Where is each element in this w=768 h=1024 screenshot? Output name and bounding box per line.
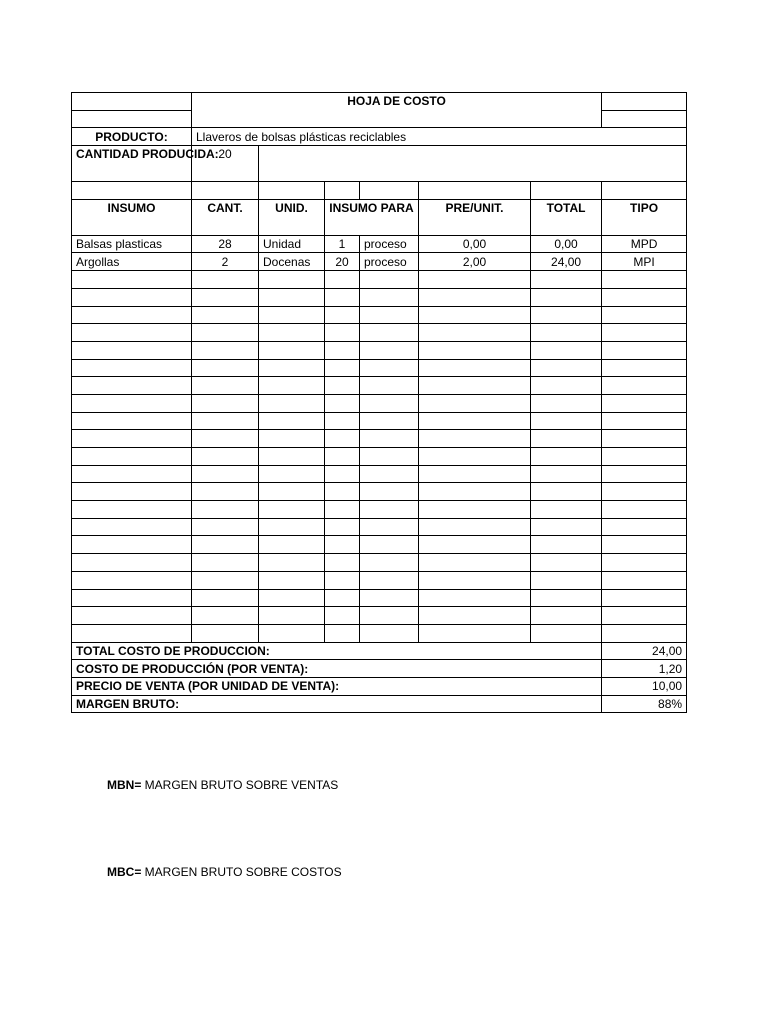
empty-row [72, 394, 687, 412]
empty-cell [531, 518, 602, 536]
empty-cell [602, 589, 687, 607]
empty-cell [602, 377, 687, 395]
empty-row [72, 589, 687, 607]
empty-cell [602, 324, 687, 342]
empty-row [72, 341, 687, 359]
empty-cell [72, 412, 192, 430]
item-cant: 2 [192, 253, 259, 271]
empty-cell [259, 571, 325, 589]
summary-label: COSTO DE PRODUCCIÓN (POR VENTA): [72, 660, 602, 678]
empty-row [72, 271, 687, 289]
empty-cell [531, 324, 602, 342]
empty-cell [531, 448, 602, 466]
empty-cell [259, 271, 325, 289]
spacer-cell [192, 182, 259, 200]
empty-cell [259, 377, 325, 395]
empty-cell [259, 607, 325, 625]
empty-cell [602, 501, 687, 519]
item-total: 0,00 [531, 235, 602, 253]
empty-cell [192, 324, 259, 342]
empty-cell [325, 589, 360, 607]
item-insumo: Balsas plasticas [72, 235, 192, 253]
item-total: 24,00 [531, 253, 602, 271]
empty-cell [531, 288, 602, 306]
empty-cell [259, 624, 325, 642]
summary-value: 24,00 [602, 642, 687, 660]
empty-cell [72, 607, 192, 625]
empty-cell [192, 271, 259, 289]
empty-cell [72, 589, 192, 607]
empty-cell [360, 554, 419, 572]
empty-cell [419, 518, 531, 536]
summary-row [72, 677, 687, 695]
item-unid: Unidad [259, 235, 325, 253]
empty-row [72, 306, 687, 324]
summary-row [72, 642, 687, 660]
empty-row [72, 412, 687, 430]
empty-cell [419, 607, 531, 625]
empty-cell [531, 624, 602, 642]
empty-cell [531, 501, 602, 519]
item-tipo: MPI [602, 253, 687, 271]
note-mbc-text: MARGEN BRUTO SOBRE COSTOS [141, 865, 342, 879]
empty-cell [192, 448, 259, 466]
header-cant: CANT. [192, 199, 259, 235]
empty-cell [531, 341, 602, 359]
empty-cell [531, 554, 602, 572]
empty-cell [192, 430, 259, 448]
empty-cell [360, 341, 419, 359]
empty-cell [602, 518, 687, 536]
empty-cell [360, 288, 419, 306]
empty-cell [72, 536, 192, 554]
item-unid: Docenas [259, 253, 325, 271]
empty-cell [192, 607, 259, 625]
empty-row [72, 501, 687, 519]
item-cant: 28 [192, 235, 259, 253]
table-row [72, 235, 687, 253]
empty-cell [360, 624, 419, 642]
empty-cell [531, 589, 602, 607]
empty-cell [192, 394, 259, 412]
empty-cell [192, 377, 259, 395]
empty-cell [72, 271, 192, 289]
note-mbn-abbr: MBN= [107, 778, 142, 792]
header-tipo: TIPO [602, 199, 687, 235]
empty-cell [360, 448, 419, 466]
empty-cell [325, 394, 360, 412]
empty-cell [531, 377, 602, 395]
empty-cell [360, 501, 419, 519]
empty-row [72, 430, 687, 448]
summary-label: PRECIO DE VENTA (POR UNIDAD DE VENTA): [72, 677, 602, 695]
header-unid: UNID. [259, 199, 325, 235]
empty-cell [602, 483, 687, 501]
empty-cell [419, 288, 531, 306]
empty-cell [419, 377, 531, 395]
empty-cell [325, 430, 360, 448]
empty-row [72, 536, 687, 554]
empty-cell [531, 607, 602, 625]
empty-cell [360, 483, 419, 501]
empty-cell [72, 306, 192, 324]
empty-cell [360, 571, 419, 589]
empty-cell [72, 554, 192, 572]
empty-cell [325, 271, 360, 289]
empty-cell [192, 536, 259, 554]
empty-cell [325, 518, 360, 536]
empty-cell [419, 571, 531, 589]
empty-cell [192, 465, 259, 483]
header-insumo: INSUMO [72, 199, 192, 235]
summary-row [72, 695, 687, 713]
header-insumo-para: INSUMO PARA [325, 199, 419, 235]
spacer-cell [325, 182, 360, 200]
empty-row [72, 377, 687, 395]
empty-cell [325, 465, 360, 483]
empty-cell [360, 607, 419, 625]
empty-cell [531, 306, 602, 324]
summary-value: 88% [602, 695, 687, 713]
empty-cell [192, 306, 259, 324]
item-para-n: 1 [325, 235, 360, 253]
empty-cell [531, 271, 602, 289]
empty-cell [192, 288, 259, 306]
spacer-cell [72, 182, 192, 200]
empty-cell [72, 377, 192, 395]
empty-cell [259, 589, 325, 607]
summary-value: 10,00 [602, 677, 687, 695]
empty-cell [360, 412, 419, 430]
empty-cell [419, 624, 531, 642]
empty-cell [419, 359, 531, 377]
summary-label: MARGEN BRUTO: [72, 695, 602, 713]
empty-cell [419, 306, 531, 324]
header-pre-unit: PRE/UNIT. [419, 199, 531, 235]
empty-cell [419, 430, 531, 448]
item-tipo: MPD [602, 235, 687, 253]
spacer-cell [531, 182, 602, 200]
empty-cell [325, 554, 360, 572]
summary-value: 1,20 [602, 660, 687, 678]
empty-cell [360, 536, 419, 554]
empty-cell [360, 589, 419, 607]
item-para-n: 20 [325, 253, 360, 271]
empty-cell [531, 465, 602, 483]
empty-cell [72, 394, 192, 412]
header-total: TOTAL [531, 199, 602, 235]
item-insumo: Argollas [72, 253, 192, 271]
empty-cell [419, 271, 531, 289]
item-para-t: proceso [360, 235, 419, 253]
empty-cell [602, 624, 687, 642]
empty-cell [72, 448, 192, 466]
sheet-title: HOJA DE COSTO [192, 93, 602, 128]
empty-cell [325, 306, 360, 324]
empty-cell [259, 518, 325, 536]
empty-cell [192, 624, 259, 642]
empty-cell [325, 624, 360, 642]
empty-cell [259, 448, 325, 466]
empty-row [72, 465, 687, 483]
summary-label: TOTAL COSTO DE PRODUCCION: [72, 642, 602, 660]
empty-cell [325, 412, 360, 430]
item-para-t: proceso [360, 253, 419, 271]
empty-cell [602, 536, 687, 554]
empty-cell [602, 554, 687, 572]
item-pre-unit: 0,00 [419, 235, 531, 253]
empty-cell [531, 412, 602, 430]
empty-cell [259, 465, 325, 483]
empty-row [72, 448, 687, 466]
empty-cell [602, 607, 687, 625]
table-row [72, 253, 687, 271]
producto-value: Llaveros de bolsas plásticas reciclables [192, 128, 687, 146]
empty-cell [259, 483, 325, 501]
corner-cell [602, 93, 687, 111]
item-pre-unit: 2,00 [419, 253, 531, 271]
empty-cell [531, 483, 602, 501]
empty-cell [602, 465, 687, 483]
empty-cell [259, 412, 325, 430]
empty-row [72, 288, 687, 306]
empty-cell [325, 377, 360, 395]
empty-cell [602, 271, 687, 289]
empty-cell [360, 377, 419, 395]
empty-cell [72, 430, 192, 448]
empty-cell [419, 501, 531, 519]
empty-cell [72, 624, 192, 642]
empty-cell [325, 536, 360, 554]
empty-cell [360, 306, 419, 324]
spacer-cell [360, 182, 419, 200]
empty-cell [72, 341, 192, 359]
empty-cell [360, 394, 419, 412]
empty-cell [192, 554, 259, 572]
empty-cell [419, 448, 531, 466]
empty-cell [325, 607, 360, 625]
cantidad-label: CANTIDAD PRODUCIDA: [72, 146, 192, 182]
empty-cell [72, 324, 192, 342]
corner-cell [72, 93, 192, 111]
empty-cell [602, 412, 687, 430]
empty-cell [72, 288, 192, 306]
empty-cell [72, 571, 192, 589]
empty-cell [360, 271, 419, 289]
empty-cell [360, 465, 419, 483]
empty-cell [325, 324, 360, 342]
empty-cell [259, 430, 325, 448]
empty-row [72, 324, 687, 342]
note-mbc-abbr: MBC= [107, 865, 142, 879]
empty-row [72, 518, 687, 536]
empty-cell [192, 501, 259, 519]
empty-cell [419, 341, 531, 359]
corner-cell [602, 110, 687, 128]
empty-cell [325, 571, 360, 589]
cantidad-spacer [259, 146, 687, 182]
empty-cell [602, 341, 687, 359]
empty-row [72, 571, 687, 589]
empty-cell [259, 341, 325, 359]
spacer-cell [602, 182, 687, 200]
empty-cell [325, 341, 360, 359]
cost-sheet-table [71, 92, 687, 713]
empty-cell [192, 589, 259, 607]
empty-row [72, 359, 687, 377]
empty-cell [602, 448, 687, 466]
empty-cell [419, 589, 531, 607]
empty-cell [325, 288, 360, 306]
empty-cell [602, 394, 687, 412]
empty-cell [259, 359, 325, 377]
empty-cell [419, 536, 531, 554]
spacer-cell [259, 182, 325, 200]
empty-cell [259, 554, 325, 572]
empty-row [72, 624, 687, 642]
empty-cell [72, 359, 192, 377]
empty-cell [259, 324, 325, 342]
corner-cell [72, 110, 192, 128]
empty-cell [419, 394, 531, 412]
empty-cell [192, 412, 259, 430]
summary-row [72, 660, 687, 678]
empty-cell [419, 324, 531, 342]
empty-cell [259, 536, 325, 554]
empty-cell [419, 483, 531, 501]
empty-cell [259, 501, 325, 519]
empty-cell [192, 483, 259, 501]
empty-cell [531, 394, 602, 412]
empty-cell [531, 430, 602, 448]
cantidad-value: 20 [192, 146, 259, 182]
empty-cell [192, 341, 259, 359]
empty-cell [72, 465, 192, 483]
empty-cell [531, 571, 602, 589]
empty-cell [72, 483, 192, 501]
empty-cell [325, 359, 360, 377]
empty-cell [259, 306, 325, 324]
empty-cell [360, 430, 419, 448]
empty-cell [72, 518, 192, 536]
empty-cell [259, 394, 325, 412]
empty-cell [325, 448, 360, 466]
empty-cell [531, 536, 602, 554]
empty-cell [602, 359, 687, 377]
empty-cell [602, 306, 687, 324]
empty-cell [72, 501, 192, 519]
empty-cell [360, 518, 419, 536]
empty-cell [602, 430, 687, 448]
empty-row [72, 554, 687, 572]
empty-row [72, 483, 687, 501]
empty-cell [602, 288, 687, 306]
empty-cell [192, 359, 259, 377]
empty-cell [325, 483, 360, 501]
empty-cell [192, 518, 259, 536]
note-mbc [107, 865, 342, 879]
empty-cell [259, 288, 325, 306]
empty-cell [419, 412, 531, 430]
empty-cell [360, 324, 419, 342]
empty-cell [325, 501, 360, 519]
empty-cell [419, 554, 531, 572]
note-mbn [107, 778, 338, 792]
empty-row [72, 607, 687, 625]
empty-cell [602, 571, 687, 589]
producto-label: PRODUCTO: [72, 128, 192, 146]
empty-cell [192, 571, 259, 589]
spacer-cell [419, 182, 531, 200]
empty-cell [360, 359, 419, 377]
note-mbn-text: MARGEN BRUTO SOBRE VENTAS [141, 778, 339, 792]
empty-cell [531, 359, 602, 377]
empty-cell [419, 465, 531, 483]
